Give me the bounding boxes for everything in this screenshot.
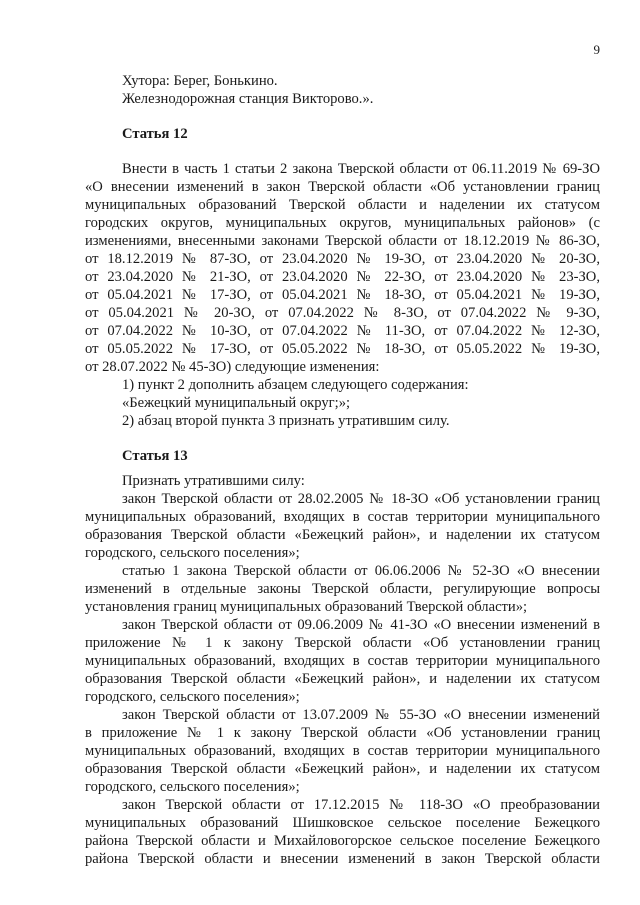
list-item: 1) пункт 2 дополнить абзацем следующего содержания: — [122, 377, 469, 393]
text-line: от 28.07.2022 № 45-ЗО) следующие изменения: — [85, 359, 380, 375]
text-line: образования Тверской области «Бежецкий район», и наделении их статусом — [85, 527, 600, 543]
text-line: установления границ муниципальных образований Тверской области»; — [85, 599, 528, 615]
text-line: закон Тверской области от 28.02.2005 № 18-ЗО «Об установлении границ — [122, 491, 600, 507]
text-line: изменений в отдельные законы Тверской области, регулирующие вопросы — [85, 581, 600, 597]
text-line: от 18.12.2019 № 87-ЗО, от 23.04.2020 № 19-ЗО, от 23.04.2020 № 20-ЗО, — [85, 251, 600, 267]
text-line: закон Тверской области от 13.07.2009 № 55-ЗО «О внесении изменений — [122, 707, 600, 723]
article-12-heading: Статья 12 — [122, 126, 188, 142]
text-line: «О внесении изменений в закон Тверской области «Об установлении границ — [85, 179, 600, 195]
text-line: муниципальных образований Тверской области и наделении их статусом — [85, 197, 600, 213]
text-line: муниципальных образований, входящих в состав территории муниципального — [85, 509, 600, 525]
text-line: муниципальных образований Шишковское сельское поселение Бежецкого — [85, 815, 600, 831]
text-line: района Тверской области и Михайловогорское сельское поселение Бежецкого — [85, 833, 600, 849]
text-line: образования Тверской области «Бежецкий район», и наделении их статусом — [85, 761, 600, 777]
text-line: района Тверской области и внесении изменений в закон Тверской области — [85, 851, 600, 867]
text-line: от 05.05.2022 № 17-ЗО, от 05.05.2022 № 18-ЗО, от 05.05.2022 № 19-ЗО, — [85, 341, 600, 357]
text-line: муниципальных образований, входящих в состав территории муниципального — [85, 653, 600, 669]
text-line: образования Тверской области «Бежецкий район», и наделении их статусом — [85, 671, 600, 687]
text-line: от 05.04.2021 № 17-ЗО, от 05.04.2021 № 18-ЗО, от 05.04.2021 № 19-ЗО, — [85, 287, 600, 303]
text-line: статью 1 закона Тверской области от 06.06.2006 № 52-ЗО «О внесении — [122, 563, 600, 579]
text-line: от 23.04.2020 № 21-ЗО, от 23.04.2020 № 22-ЗО, от 23.04.2020 № 23-ЗО, — [85, 269, 600, 285]
text-line: городского, сельского поселения»; — [85, 545, 300, 561]
text-line: муниципальных образований, входящих в состав территории муниципального — [85, 743, 600, 759]
text-line: приложение № 1 к закону Тверской области «Об установлении границ — [85, 635, 600, 651]
text-line: Хутора: Берег, Бонькино. — [122, 73, 278, 89]
text-line: изменениями, внесенными законами Тверской области от 18.12.2019 № 86-ЗО, — [85, 233, 600, 249]
text-line: городского, сельского поселения»; — [85, 779, 300, 795]
page-number: 9 — [593, 42, 600, 57]
list-item: «Бежецкий муниципальный округ;»; — [122, 395, 351, 411]
text-line: от 07.04.2022 № 10-ЗО, от 07.04.2022 № 11-ЗО, от 07.04.2022 № 12-ЗО, — [85, 323, 600, 339]
text-line: Внести в часть 1 статьи 2 закона Тверской области от 06.11.2019 № 69-ЗО — [122, 161, 600, 177]
text-line: закон Тверской области от 09.06.2009 № 41-ЗО «О внесении изменений в — [122, 617, 600, 633]
text-line: в приложение № 1 к закону Тверской области «Об установлении границ — [85, 725, 600, 741]
article-13-heading: Статья 13 — [122, 448, 188, 464]
text-line: городских округов, муниципальных округов, муниципальных районов» (с — [85, 215, 600, 231]
list-item: 2) абзац второй пункта 3 признать утратившим силу. — [122, 413, 450, 429]
text-line: закон Тверской области от 17.12.2015 № 118-ЗО «О преобразовании — [122, 797, 600, 813]
text-line: Признать утратившими силу: — [122, 473, 305, 489]
text-line: от 05.04.2021 № 20-ЗО, от 07.04.2022 № 8-ЗО, от 07.04.2022 № 9-ЗО, — [85, 305, 600, 321]
text-line: городского, сельского поселения»; — [85, 689, 300, 705]
text-line: Железнодорожная станция Викторово.». — [122, 91, 374, 107]
